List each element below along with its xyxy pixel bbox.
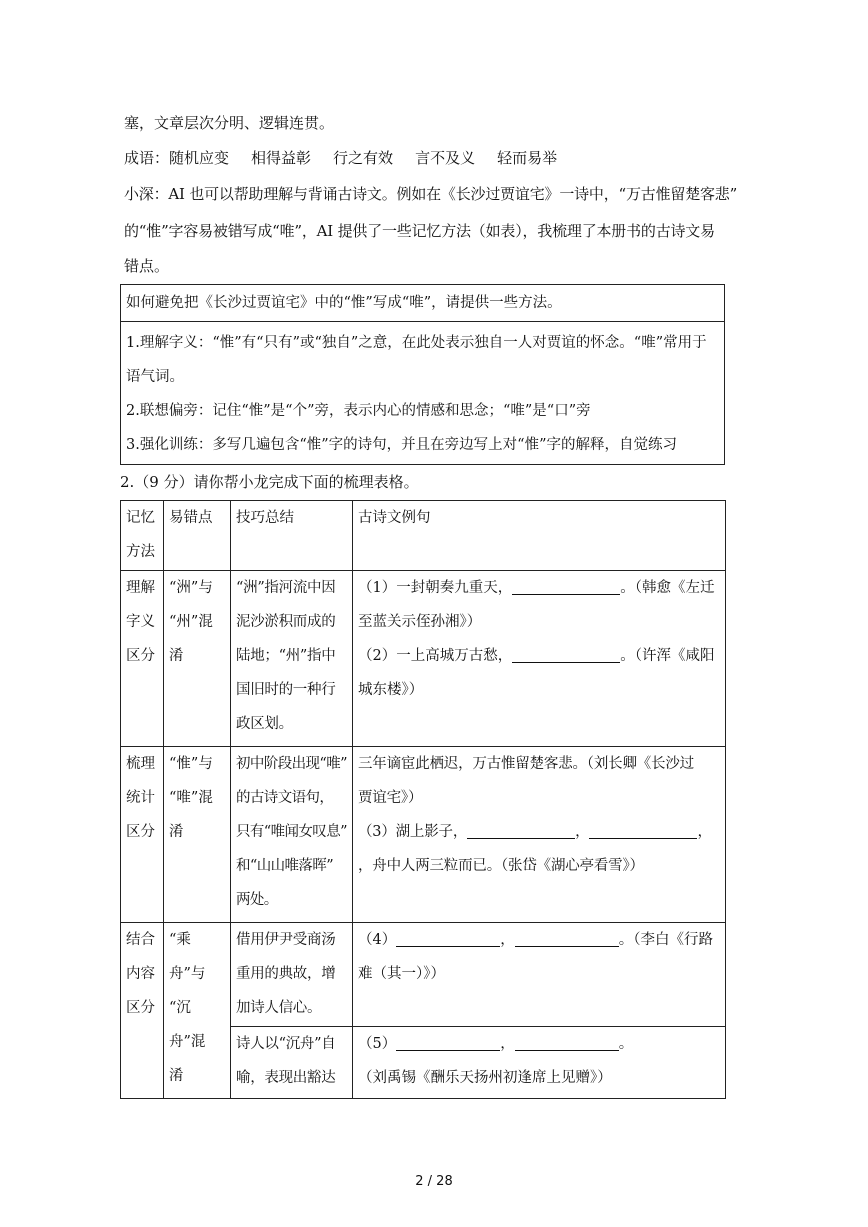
method-cell: 结合 内容 区分 bbox=[121, 923, 164, 1099]
ai-answer-1-line-2: 语气词。 bbox=[126, 369, 184, 385]
answer-blank-4a[interactable] bbox=[396, 926, 500, 947]
table-row bbox=[121, 923, 726, 1027]
example-4-line-2: 难（其一）》） bbox=[358, 966, 445, 982]
method-cell: 理解 字义 区分 bbox=[121, 571, 164, 747]
example-line: 贾谊宅》） bbox=[358, 790, 423, 806]
example-5-line-1: （5） ， 。 bbox=[358, 1027, 720, 1061]
table-row bbox=[121, 571, 726, 747]
table-row bbox=[121, 747, 726, 923]
idioms-label: 成语： bbox=[124, 149, 170, 167]
ai-question: 如何避免把《长沙过贾谊宅》中的“惟”写成“唯”，请提供一些方法。 bbox=[121, 285, 725, 322]
example-2-line-2: 城东楼》） bbox=[358, 682, 424, 698]
examples-cell bbox=[353, 923, 726, 1027]
example-1-line-2: 至蓝关示侄孙湘》） bbox=[358, 614, 482, 630]
error-cell: “乘舟”与 “沉舟”混 淆 bbox=[164, 923, 231, 1099]
summary-cell: 借用伊尹受商汤 重用的典故，增 加诗人信心。 bbox=[231, 923, 353, 1027]
summary-cell: 初中阶段出现“唯” 的古诗文语句， 只有“唯闻女叹息” 和“山山唯落晖” 两处。 bbox=[231, 747, 353, 923]
answer-blank-2[interactable] bbox=[512, 642, 620, 663]
example-2-line-1: （2）一上高城万古愁， 。（许浑《咸阳 bbox=[358, 639, 720, 673]
idioms-line bbox=[124, 148, 579, 168]
example-3-line-2: ，舟中人两三粒而已。（张岱《湖心亭看雪》） bbox=[358, 858, 644, 874]
method-cell: 梳理 统计 区分 bbox=[121, 747, 164, 923]
table-header-row bbox=[121, 501, 726, 571]
question-2: 2.（9 分）请你帮小龙完成下面的梳理表格。 bbox=[120, 473, 419, 491]
example-4-line-1: （4） ， 。（李白《行路 bbox=[358, 923, 720, 957]
ai-answer-2: 2.联想偏旁：记住“惟”是“个”旁，表示内心的情感和思念；“唯”是“口”旁 bbox=[126, 403, 591, 419]
paragraph-line-2: 的“惟”字容易被错写成“唯”，AI 提供了一些记忆方法（如表），我梳理了本册书的古诗文易 bbox=[124, 222, 715, 240]
ai-answer bbox=[121, 322, 725, 465]
idiom: 相得益彰 bbox=[251, 149, 312, 167]
examples-cell bbox=[353, 571, 726, 747]
ai-answer-1-line-1: 1.理解字义：“惟”有“只有”或“独自”之意，在此处表示独自一人对贾谊的怀念。“唯”常用于 bbox=[126, 335, 707, 351]
header-summary: 技巧总结 bbox=[231, 501, 353, 571]
idiom: 随机应变 bbox=[169, 149, 230, 167]
header-examples: 古诗文例句 bbox=[353, 501, 726, 571]
page-number: 2 / 28 bbox=[415, 1174, 453, 1189]
error-cell: “洲”与 “州”混淆 bbox=[164, 571, 231, 747]
summary-cell: “洲”指河流中因 泥沙淤积而成的 陆地；“州”指中 国旧时的一种行 政区划。 bbox=[231, 571, 353, 747]
paragraph-line-3: 错点。 bbox=[124, 257, 170, 275]
examples-cell bbox=[353, 1027, 726, 1099]
summary-cell: 诗人以“沉舟”自 喻，表现出豁达 bbox=[231, 1027, 353, 1099]
answer-blank-1[interactable] bbox=[512, 574, 620, 595]
idiom: 言不及义 bbox=[415, 149, 476, 167]
example-1-line-1: （1）一封朝奏九重天， 。（韩愈《左迁 bbox=[358, 571, 720, 605]
error-cell: “惟”与 “唯”混淆 bbox=[164, 747, 231, 923]
intro-line-1: 塞，文章层次分明、逻辑连贯。 bbox=[124, 114, 335, 132]
header-error: 易错点 bbox=[164, 501, 231, 571]
ai-answer-box bbox=[120, 284, 725, 465]
answer-blank-3a[interactable] bbox=[467, 818, 575, 839]
example-5-line-2: （刘禹锡《酬乐天扬州初逢席上见赠》） bbox=[358, 1070, 612, 1086]
examples-cell bbox=[353, 747, 726, 923]
example-3-line-1: （3）湖上影子， ， ， bbox=[358, 815, 720, 849]
answer-blank-3b[interactable] bbox=[589, 818, 697, 839]
paragraph-line-1: 小深：AI 也可以帮助理解与背诵古诗文。例如在《长沙过贾谊宅》一诗中，“万古惟留楚客悲” bbox=[124, 185, 738, 203]
example-line: 三年谪宦此栖迟，万古惟留楚客悲。（刘长卿《长沙过 bbox=[358, 756, 694, 772]
answer-blank-5b[interactable] bbox=[515, 1030, 619, 1051]
answer-blank-5a[interactable] bbox=[396, 1030, 500, 1051]
sorting-table bbox=[120, 500, 726, 1099]
idiom: 轻而易举 bbox=[497, 149, 558, 167]
answer-blank-4b[interactable] bbox=[515, 926, 619, 947]
ai-answer-3: 3.强化训练：多写几遍包含“惟”字的诗句，并且在旁边写上对“惟”字的解释，自觉练习 bbox=[126, 437, 677, 453]
idiom: 行之有效 bbox=[333, 149, 394, 167]
header-method: 记忆 方法 bbox=[121, 501, 164, 571]
